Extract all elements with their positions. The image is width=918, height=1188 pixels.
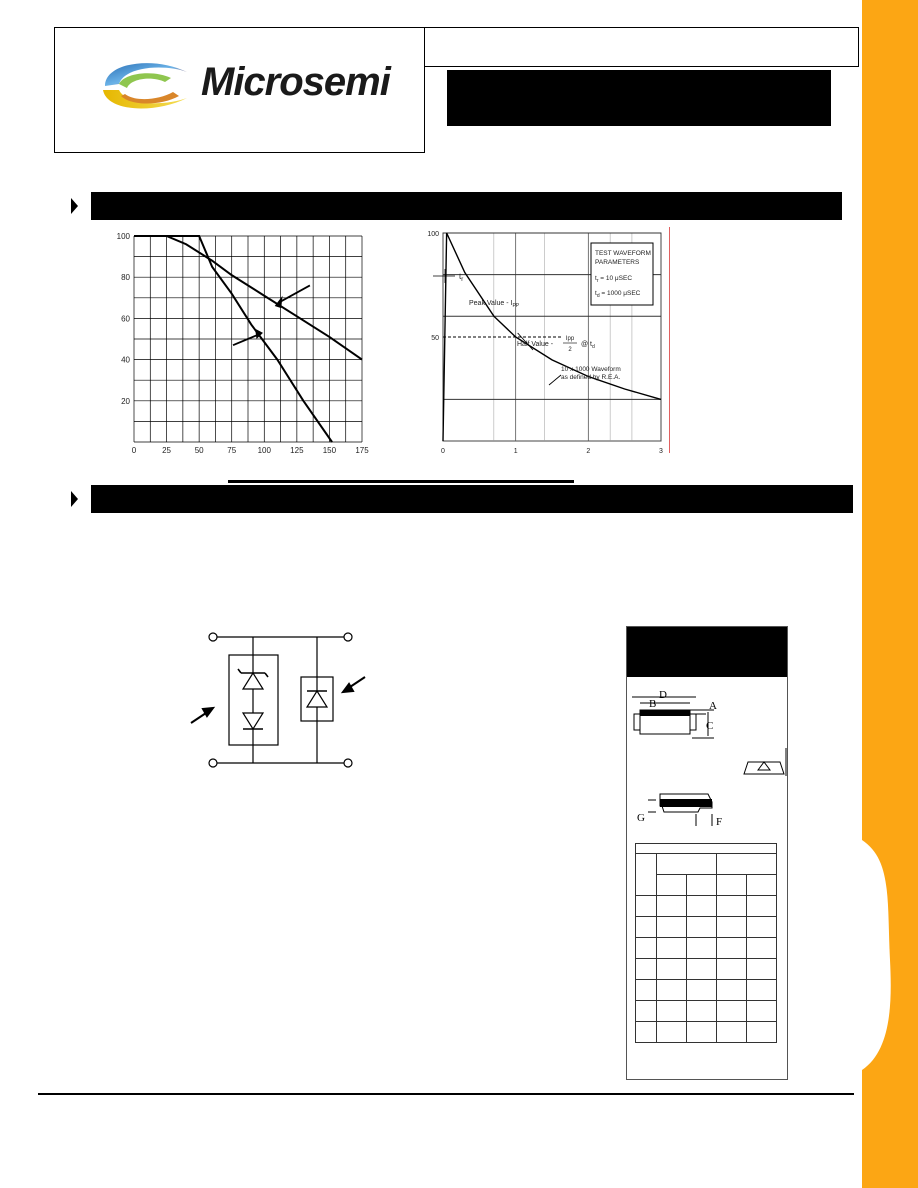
- y-tick-label: 40: [121, 355, 130, 365]
- title-block: [447, 70, 831, 126]
- header-box: [425, 27, 859, 67]
- half-value-denominator: 2: [568, 347, 572, 353]
- footer-rule: [38, 1093, 854, 1095]
- y-tick-label: 20: [121, 396, 130, 406]
- half-value-label: Half Value -: [517, 341, 554, 348]
- waveform-label-line2: as defined by R.E.A.: [561, 374, 621, 381]
- chart-divider: [669, 227, 670, 453]
- dimension-label-f: F: [716, 816, 723, 828]
- tr-label: $t_r$: [459, 272, 464, 283]
- dimension-label-b: B: [649, 698, 657, 710]
- dimension-label-d: D: [659, 689, 667, 701]
- section-header-schematic: [91, 485, 853, 513]
- microsemi-logo-icon: [95, 54, 195, 114]
- section-arrow-icon: [71, 491, 78, 507]
- x-tick-label: 3: [659, 448, 663, 455]
- y-tick-label: 100: [116, 232, 130, 241]
- section-rule: [228, 480, 574, 483]
- x-tick-label: 75: [227, 446, 237, 455]
- half-value-numerator: Ipp: [565, 336, 575, 342]
- arrow-pointer: [280, 285, 310, 301]
- derating-chart: [106, 228, 376, 458]
- box-title-line2: PARAMETERS: [595, 259, 640, 266]
- x-tick-label: 25: [162, 446, 172, 455]
- y-tick-label: 60: [121, 314, 130, 324]
- half-value-at: @ $t_d$: [581, 341, 595, 350]
- dimension-label-g: G: [637, 812, 645, 824]
- box-title-line1: TEST WAVEFORM: [595, 250, 651, 257]
- peak-value-label: Peak Value - $I_{PP}$: [469, 300, 520, 309]
- x-tick-label: 125: [290, 446, 304, 455]
- dimension-label-a: A: [709, 700, 717, 712]
- x-tick-label: 2: [586, 448, 591, 455]
- side-accent-bar: [862, 0, 918, 1188]
- box-tr-line: $t_r = 10$ μSEC: [595, 275, 633, 284]
- x-tick-label: 1: [513, 448, 518, 455]
- section-arrow-icon: [71, 198, 78, 214]
- waveform-arrow: [549, 375, 561, 385]
- y-tick-label: 80: [121, 273, 130, 283]
- x-tick-label: 0: [441, 448, 445, 455]
- x-tick-label: 150: [322, 446, 337, 455]
- x-tick-label: 0: [131, 446, 137, 455]
- y-tick-label: 100: [427, 231, 439, 238]
- dimension-label-c: C: [706, 720, 714, 732]
- protection-circuit-schematic: [185, 625, 385, 775]
- x-tick-label: 100: [257, 446, 271, 455]
- dimension-table: [635, 843, 777, 1043]
- logo-box: [54, 27, 425, 153]
- box-td-line: $t_d = 1000$ μSEC: [595, 290, 641, 299]
- waveform-label-line1: 10 x 1000 Waveform: [561, 366, 621, 373]
- arrow-pointer: [233, 335, 258, 345]
- brand-name: Microsemi: [201, 60, 390, 104]
- section-header-graphs: [91, 192, 842, 220]
- y-tick-label: 50: [431, 335, 439, 342]
- x-tick-label: 50: [194, 446, 204, 455]
- pulse-waveform-chart: [425, 225, 675, 460]
- package-panel-header: [627, 627, 787, 677]
- x-tick-label: 175: [355, 446, 369, 455]
